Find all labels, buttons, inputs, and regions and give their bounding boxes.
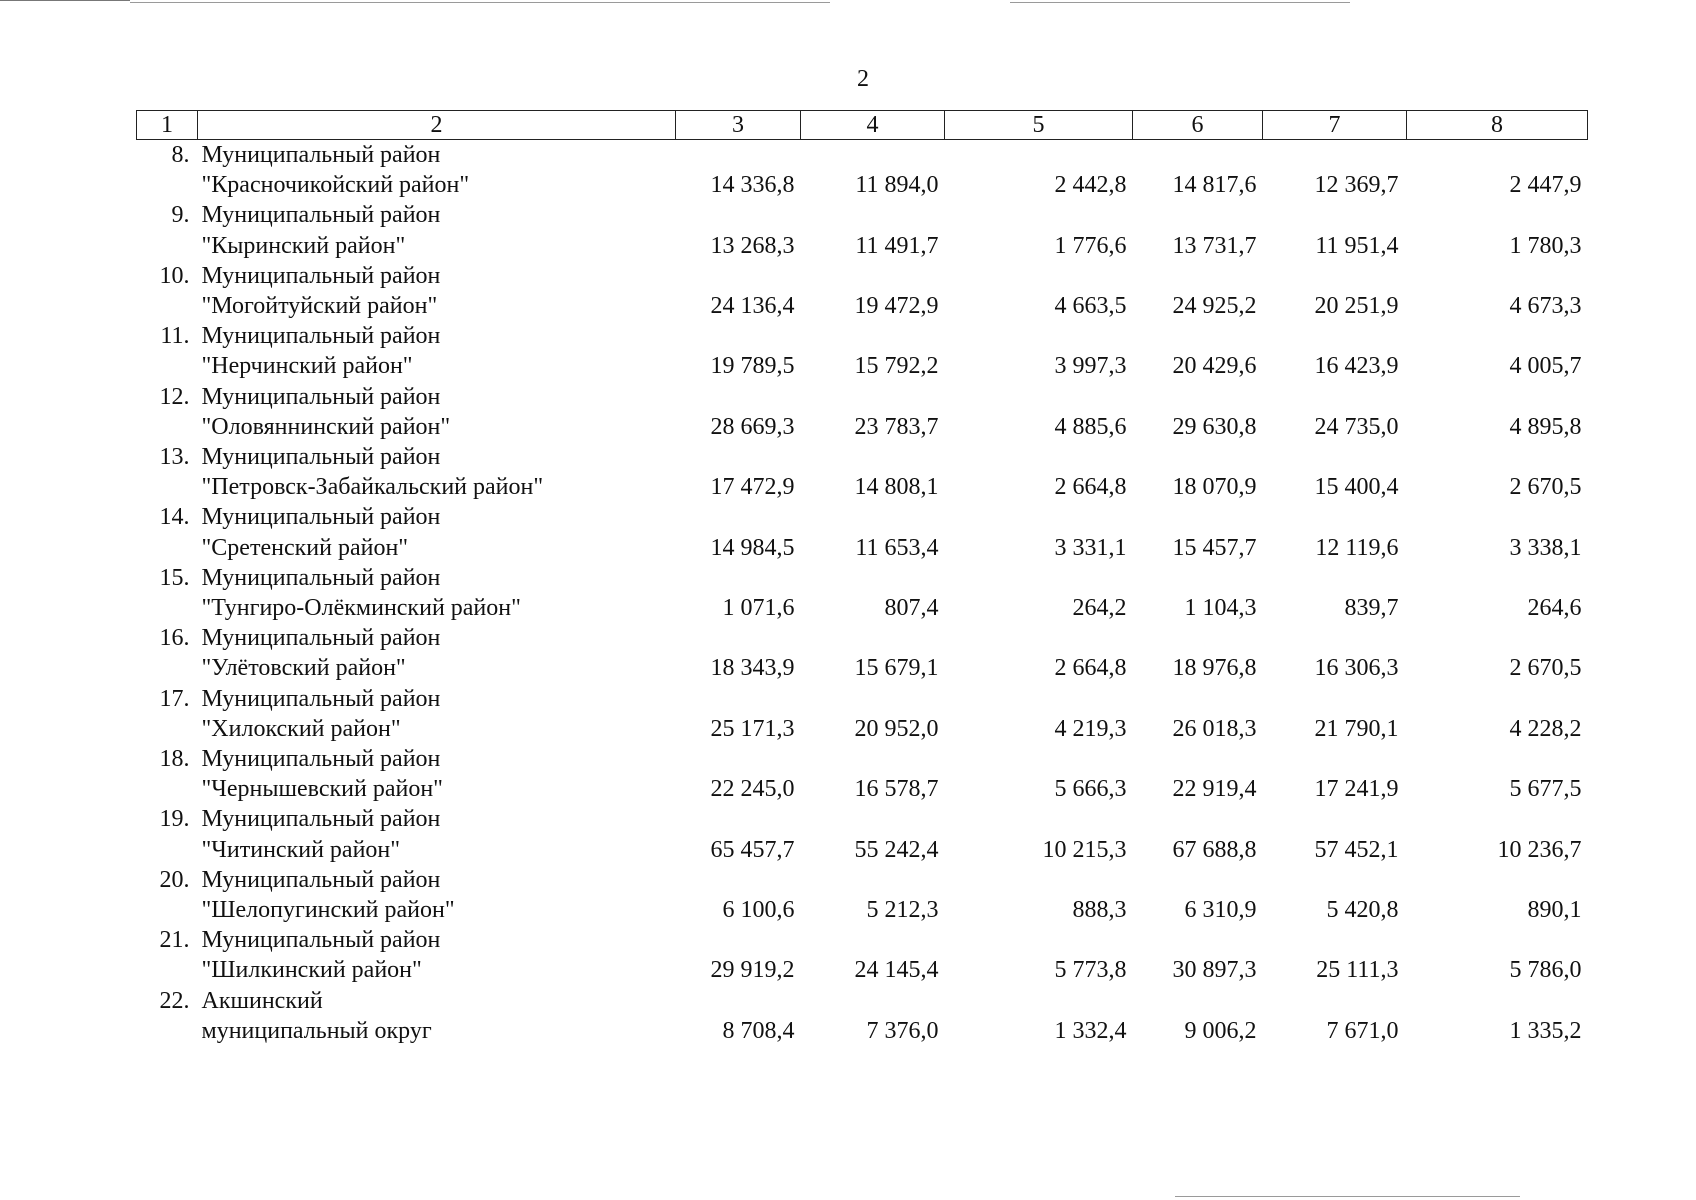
empty-cell (676, 502, 801, 532)
empty-cell (801, 925, 945, 955)
column-header-3: 3 (676, 111, 801, 140)
row-name-line1: Муниципальный район (201, 444, 441, 471)
value-cell-col4: 23 783,7 (854, 413, 939, 440)
row-name-line2: "Хилокский район" (201, 715, 401, 742)
table-row-name (137, 442, 1588, 472)
table-row-name (137, 563, 1588, 593)
empty-cell (1263, 502, 1407, 532)
empty-cell (1133, 502, 1263, 532)
row-name-line1: Муниципальный район (201, 142, 441, 168)
empty-cell (801, 200, 945, 230)
row-name-line1: Муниципальный район (201, 202, 441, 229)
value-cell-col8: 3 338,1 (1509, 534, 1582, 561)
empty-cell (1133, 321, 1263, 351)
row-name-line1: Муниципальный район (201, 866, 441, 893)
row-name-line1: Муниципальный район (201, 685, 441, 712)
row-name-line2: "Могойтуйский район" (201, 293, 438, 320)
scan-edge-line-top-left (0, 0, 130, 1)
empty-cell (1133, 382, 1263, 412)
value-cell-col4: 7 376,0 (866, 1017, 939, 1044)
table-row-values (137, 291, 1588, 321)
empty-cell (137, 714, 198, 744)
value-cell-col6: 15 457,7 (1172, 534, 1257, 561)
empty-cell (137, 472, 198, 502)
row-name-line2: "Кыринский район" (201, 232, 406, 259)
value-cell-col3: 22 245,0 (710, 776, 795, 803)
table-row-values (137, 774, 1588, 804)
value-cell-col4: 55 242,4 (854, 836, 939, 863)
empty-cell (945, 140, 1133, 171)
row-number: 21. (159, 927, 190, 954)
empty-cell (137, 170, 198, 200)
row-number: 18. (159, 746, 190, 773)
row-name-line1: Муниципальный район (201, 323, 441, 350)
table-row-name (137, 623, 1588, 653)
empty-cell (676, 623, 801, 653)
empty-cell (676, 804, 801, 834)
value-cell-col7: 21 790,1 (1314, 715, 1399, 742)
empty-cell (801, 442, 945, 472)
table-row-values (137, 351, 1588, 381)
table-body (137, 140, 1588, 1047)
value-cell-col5: 1 776,6 (1054, 232, 1127, 259)
table-row-name (137, 744, 1588, 774)
value-cell-col5: 2 664,8 (1054, 474, 1127, 501)
value-cell-col3: 29 919,2 (710, 957, 795, 984)
value-cell-col7: 839,7 (1344, 595, 1399, 622)
empty-cell (801, 321, 945, 351)
value-cell-col6: 13 731,7 (1172, 232, 1257, 259)
empty-cell (1263, 925, 1407, 955)
value-cell-col7: 16 306,3 (1314, 655, 1399, 682)
empty-cell (676, 865, 801, 895)
value-cell-col8: 1 780,3 (1509, 232, 1582, 259)
empty-cell (945, 200, 1133, 230)
table-row-values (137, 412, 1588, 442)
row-name-line2: "Шелопугинский район" (201, 897, 455, 924)
row-name-line1: Муниципальный район (201, 262, 441, 289)
empty-cell (801, 804, 945, 834)
value-cell-col6: 1 104,3 (1184, 595, 1257, 622)
column-header-1: 1 (137, 111, 198, 140)
column-header-8: 8 (1407, 111, 1588, 140)
empty-cell (676, 382, 801, 412)
empty-cell (676, 321, 801, 351)
column-header-4: 4 (801, 111, 945, 140)
value-cell-col8: 5 786,0 (1509, 957, 1582, 984)
value-cell-col7: 12 369,7 (1314, 172, 1399, 199)
value-cell-col5: 2 442,8 (1054, 172, 1127, 199)
value-cell-col3: 25 171,3 (710, 715, 795, 742)
value-cell-col3: 24 136,4 (710, 293, 795, 320)
value-cell-col4: 16 578,7 (854, 776, 939, 803)
value-cell-col3: 18 343,9 (710, 655, 795, 682)
empty-cell (676, 140, 801, 171)
empty-cell (1407, 744, 1588, 774)
value-cell-col8: 890,1 (1527, 897, 1582, 924)
empty-cell (676, 986, 801, 1016)
table-row-name (137, 804, 1588, 834)
value-cell-col6: 14 817,6 (1172, 172, 1257, 199)
value-cell-col3: 19 789,5 (710, 353, 795, 380)
empty-cell (676, 925, 801, 955)
row-name-line2: "Тунгиро-Олёкминский район" (201, 595, 521, 622)
table-row-name (137, 321, 1588, 351)
value-cell-col5: 5 773,8 (1054, 957, 1127, 984)
row-name-line2: "Нерчинский район" (201, 353, 413, 380)
scan-edge-line-top-middle (130, 2, 830, 3)
empty-cell (1263, 744, 1407, 774)
empty-cell (1263, 261, 1407, 291)
row-name-line2: "Улётовский район" (201, 655, 406, 682)
row-number: 12. (159, 383, 190, 410)
empty-cell (945, 744, 1133, 774)
empty-cell (1407, 502, 1588, 532)
empty-cell (1407, 140, 1588, 171)
value-cell-col7: 25 111,3 (1316, 957, 1399, 984)
value-cell-col7: 24 735,0 (1314, 413, 1399, 440)
row-name-line2: "Чернышевский район" (201, 776, 443, 803)
value-cell-col4: 15 679,1 (854, 655, 939, 682)
value-cell-col5: 4 663,5 (1054, 293, 1127, 320)
empty-cell (945, 925, 1133, 955)
value-cell-col5: 3 997,3 (1054, 353, 1127, 380)
table-row-values (137, 955, 1588, 985)
value-cell-col3: 6 100,6 (722, 897, 795, 924)
value-cell-col6: 24 925,2 (1172, 293, 1257, 320)
value-cell-col7: 15 400,4 (1314, 474, 1399, 501)
value-cell-col7: 7 671,0 (1326, 1017, 1399, 1044)
empty-cell (676, 744, 801, 774)
empty-cell (945, 442, 1133, 472)
empty-cell (1133, 623, 1263, 653)
empty-cell (1133, 261, 1263, 291)
empty-cell (1263, 200, 1407, 230)
empty-cell (137, 412, 198, 442)
empty-cell (1407, 623, 1588, 653)
row-number: 10. (159, 262, 190, 289)
empty-cell (945, 502, 1133, 532)
table-row-values (137, 895, 1588, 925)
value-cell-col5: 10 215,3 (1042, 836, 1127, 863)
empty-cell (1133, 744, 1263, 774)
value-cell-col7: 11 951,4 (1315, 232, 1399, 259)
row-name-line1: Муниципальный район (201, 564, 441, 591)
empty-cell (1263, 804, 1407, 834)
value-cell-col4: 15 792,2 (854, 353, 939, 380)
value-cell-col4: 11 894,0 (855, 172, 939, 199)
value-cell-col5: 4 219,3 (1054, 715, 1127, 742)
empty-cell (945, 563, 1133, 593)
table-row-values (137, 653, 1588, 683)
empty-cell (1263, 442, 1407, 472)
empty-cell (137, 895, 198, 925)
row-name-line2: "Петровск-Забайкальский район" (201, 474, 544, 501)
empty-cell (801, 140, 945, 171)
empty-cell (1407, 382, 1588, 412)
column-header-7: 7 (1263, 111, 1407, 140)
value-cell-col7: 5 420,8 (1326, 897, 1399, 924)
row-number: 19. (159, 806, 190, 833)
empty-cell (137, 231, 198, 261)
empty-cell (137, 955, 198, 985)
value-cell-col6: 18 976,8 (1172, 655, 1257, 682)
empty-cell (1133, 986, 1263, 1016)
empty-cell (1407, 865, 1588, 895)
row-name-line1: Муниципальный район (201, 806, 441, 833)
row-name-line1: Муниципальный район (201, 927, 441, 954)
empty-cell (1263, 684, 1407, 714)
empty-cell (945, 804, 1133, 834)
empty-cell (1263, 140, 1407, 171)
value-cell-col5: 264,2 (1072, 595, 1127, 622)
row-name-line2: муниципальный округ (201, 1017, 432, 1044)
value-cell-col8: 264,6 (1527, 595, 1582, 622)
table-row-values (137, 593, 1588, 623)
table-row-name (137, 140, 1588, 171)
empty-cell (801, 382, 945, 412)
row-name-line2: "Читинский район" (201, 836, 401, 863)
empty-cell (1133, 200, 1263, 230)
empty-cell (1407, 321, 1588, 351)
value-cell-col8: 1 335,2 (1509, 1017, 1582, 1044)
empty-cell (1263, 865, 1407, 895)
row-number: 9. (171, 202, 190, 229)
table-row-name (137, 865, 1588, 895)
value-cell-col3: 14 336,8 (710, 172, 795, 199)
row-number: 8. (171, 142, 190, 168)
value-cell-col3: 17 472,9 (710, 474, 795, 501)
value-cell-col8: 10 236,7 (1497, 836, 1582, 863)
value-cell-col4: 5 212,3 (866, 897, 939, 924)
value-cell-col8: 2 670,5 (1509, 655, 1582, 682)
value-cell-col6: 26 018,3 (1172, 715, 1257, 742)
table-row-name (137, 684, 1588, 714)
value-cell-col8: 4 895,8 (1509, 413, 1582, 440)
empty-cell (945, 382, 1133, 412)
empty-cell (1263, 321, 1407, 351)
row-number: 15. (159, 564, 190, 591)
empty-cell (1407, 684, 1588, 714)
value-cell-col6: 22 919,4 (1172, 776, 1257, 803)
empty-cell (676, 684, 801, 714)
value-cell-col7: 17 241,9 (1314, 776, 1399, 803)
empty-cell (137, 593, 198, 623)
value-cell-col5: 3 331,1 (1054, 534, 1127, 561)
empty-cell (1263, 563, 1407, 593)
row-name-line2: "Шилкинский район" (201, 957, 422, 984)
empty-cell (1407, 200, 1588, 230)
empty-cell (1407, 442, 1588, 472)
empty-cell (1407, 804, 1588, 834)
value-cell-col7: 12 119,6 (1315, 534, 1399, 561)
value-cell-col7: 20 251,9 (1314, 293, 1399, 320)
empty-cell (1133, 865, 1263, 895)
empty-cell (945, 986, 1133, 1016)
value-cell-col3: 8 708,4 (722, 1017, 795, 1044)
empty-cell (1133, 442, 1263, 472)
value-cell-col6: 18 070,9 (1172, 474, 1257, 501)
value-cell-col3: 1 071,6 (722, 595, 795, 622)
value-cell-col4: 24 145,4 (854, 957, 939, 984)
value-cell-col5: 1 332,4 (1054, 1017, 1127, 1044)
row-name-line2: "Оловяннинский район" (201, 413, 451, 440)
empty-cell (801, 261, 945, 291)
value-cell-col8: 4 673,3 (1509, 293, 1582, 320)
table-row-name (137, 382, 1588, 412)
row-name-line1: Муниципальный район (201, 625, 441, 652)
row-number: 22. (159, 987, 190, 1014)
value-cell-col4: 807,4 (884, 595, 939, 622)
value-cell-col6: 30 897,3 (1172, 957, 1257, 984)
column-number-header-row (137, 111, 1588, 140)
value-cell-col4: 11 491,7 (855, 232, 939, 259)
empty-cell (676, 442, 801, 472)
value-cell-col5: 888,3 (1072, 897, 1127, 924)
table-row-values (137, 714, 1588, 744)
empty-cell (1407, 986, 1588, 1016)
table-row-values (137, 835, 1588, 865)
value-cell-col4: 11 653,4 (855, 534, 939, 561)
value-cell-col6: 6 310,9 (1184, 897, 1257, 924)
empty-cell (801, 502, 945, 532)
value-cell-col8: 4 228,2 (1509, 715, 1582, 742)
empty-cell (1133, 684, 1263, 714)
empty-cell (676, 261, 801, 291)
empty-cell (801, 563, 945, 593)
value-cell-col6: 67 688,8 (1172, 836, 1257, 863)
table-row-name (137, 986, 1588, 1016)
value-cell-col6: 20 429,6 (1172, 353, 1257, 380)
row-number: 11. (160, 323, 190, 350)
row-number: 13. (159, 444, 190, 471)
empty-cell (1133, 925, 1263, 955)
value-cell-col8: 4 005,7 (1509, 353, 1582, 380)
value-cell-col7: 16 423,9 (1314, 353, 1399, 380)
scan-edge-line-bottom-right (1175, 1196, 1520, 1197)
value-cell-col4: 14 808,1 (854, 474, 939, 501)
column-header-2: 2 (198, 111, 676, 140)
table-row-values (137, 472, 1588, 502)
scan-edge-line-top-right (1010, 2, 1350, 3)
empty-cell (1133, 140, 1263, 171)
value-cell-col6: 29 630,8 (1172, 413, 1257, 440)
table-row-values (137, 170, 1588, 200)
value-cell-col5: 4 885,6 (1054, 413, 1127, 440)
empty-cell (945, 684, 1133, 714)
row-name-line2: "Сретенский район" (201, 534, 409, 561)
column-header-6: 6 (1133, 111, 1263, 140)
empty-cell (801, 684, 945, 714)
table-row-name (137, 502, 1588, 532)
row-name-line1: Акшинский (201, 987, 323, 1014)
row-name-line1: Муниципальный район (201, 746, 441, 773)
row-number: 17. (159, 685, 190, 712)
table-row-name (137, 200, 1588, 230)
empty-cell (1407, 563, 1588, 593)
value-cell-col3: 28 669,3 (710, 413, 795, 440)
empty-cell (1263, 986, 1407, 1016)
value-cell-col3: 65 457,7 (710, 836, 795, 863)
value-cell-col3: 14 984,5 (710, 534, 795, 561)
value-cell-col7: 57 452,1 (1314, 836, 1399, 863)
value-cell-col6: 9 006,2 (1184, 1017, 1257, 1044)
row-name-line2: "Красночикойский район" (201, 172, 470, 199)
empty-cell (137, 1016, 198, 1046)
empty-cell (137, 774, 198, 804)
empty-cell (801, 744, 945, 774)
value-cell-col8: 2 670,5 (1509, 474, 1582, 501)
value-cell-col4: 20 952,0 (854, 715, 939, 742)
table-row-values (137, 1016, 1588, 1046)
row-number: 14. (159, 504, 190, 531)
value-cell-col5: 2 664,8 (1054, 655, 1127, 682)
value-cell-col8: 2 447,9 (1509, 172, 1582, 199)
empty-cell (137, 835, 198, 865)
empty-cell (801, 865, 945, 895)
budget-table (136, 110, 1588, 1046)
value-cell-col8: 5 677,5 (1509, 776, 1582, 803)
empty-cell (945, 321, 1133, 351)
row-name-line1: Муниципальный район (201, 383, 441, 410)
empty-cell (1133, 804, 1263, 834)
value-cell-col3: 13 268,3 (710, 232, 795, 259)
empty-cell (801, 986, 945, 1016)
empty-cell (1133, 563, 1263, 593)
empty-cell (1263, 623, 1407, 653)
table-row-values (137, 231, 1588, 261)
page-number: 2 (857, 66, 869, 92)
value-cell-col5: 5 666,3 (1054, 776, 1127, 803)
row-name-line1: Муниципальный район (201, 504, 441, 531)
row-number: 20. (159, 866, 190, 893)
table-row-values (137, 533, 1588, 563)
empty-cell (945, 865, 1133, 895)
empty-cell (945, 261, 1133, 291)
empty-cell (676, 563, 801, 593)
empty-cell (1407, 261, 1588, 291)
table-row-name (137, 925, 1588, 955)
empty-cell (137, 291, 198, 321)
empty-cell (945, 623, 1133, 653)
empty-cell (137, 533, 198, 563)
row-number: 16. (159, 625, 190, 652)
column-header-5: 5 (945, 111, 1133, 140)
empty-cell (1263, 382, 1407, 412)
table-row-name (137, 261, 1588, 291)
empty-cell (137, 351, 198, 381)
value-cell-col4: 19 472,9 (854, 293, 939, 320)
empty-cell (801, 623, 945, 653)
empty-cell (676, 200, 801, 230)
empty-cell (1407, 925, 1588, 955)
empty-cell (137, 653, 198, 683)
